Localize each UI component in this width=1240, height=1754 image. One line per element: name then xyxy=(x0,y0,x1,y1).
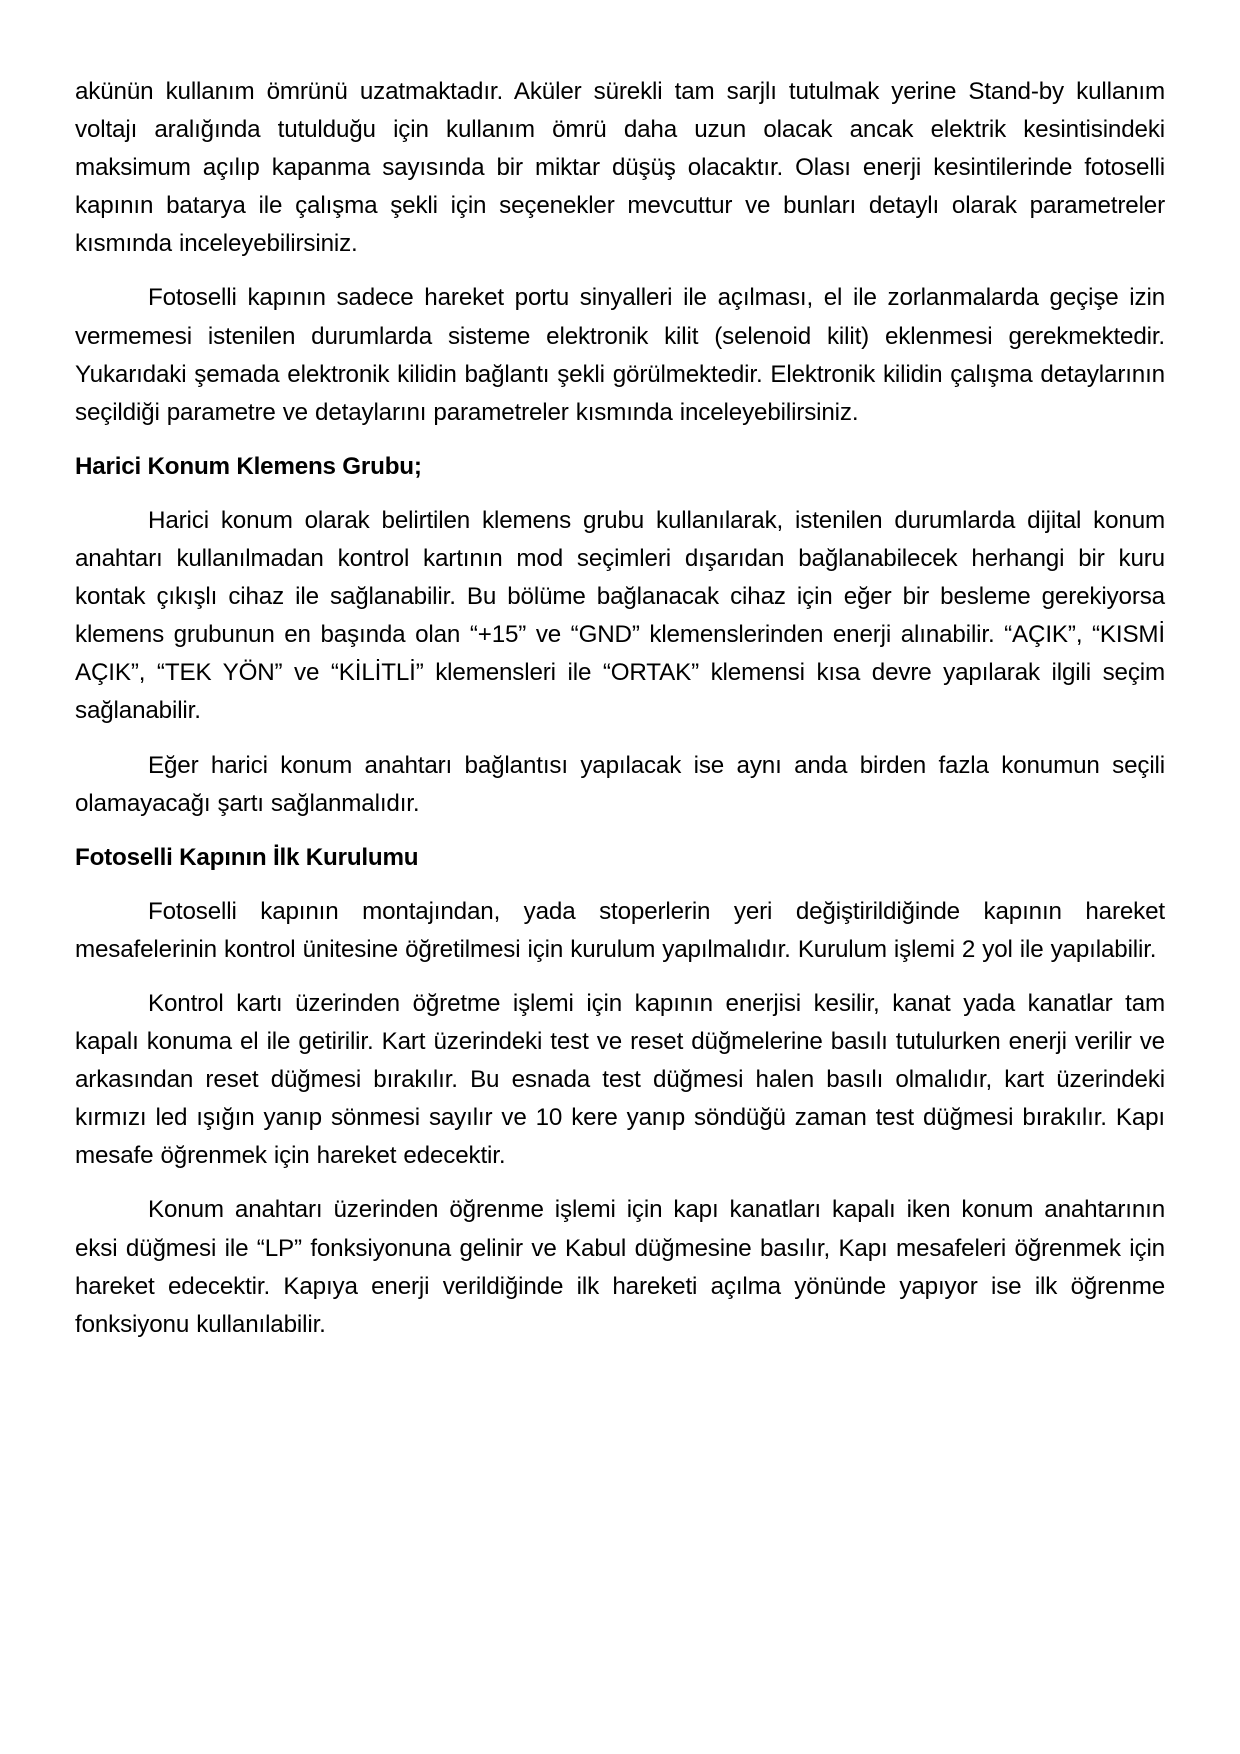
paragraph-setup-intro: Fotoselli kapının montajından, yada stoperlerin yeri değiştirildiğinde kapının hareket mesafelerinin kontrol ünitesine öğretilmesi için kurulum yapılmalıdır. Kurulum işlemi 2 yol ile yapılabilir. xyxy=(75,897,1165,963)
paragraph-electronic-lock: Fotoselli kapının sadece hareket portu sinyalleri ile açılması, el ile zorlanmalarda geçişe izin vermemesi istenilen durumlarda sisteme elektronik kilit (selenoid kilit) eklenmesi gerekmektedir. Yukarıdaki şemada elektronik kilidin bağlantı şekli görülmektedir. Elektronik kilidin çalışma detaylarının seçildiği parametre ve detaylarını parametreler kısmında inceleyebilirsiniz. xyxy=(75,284,1165,426)
paragraph-position-switch-teaching: Konum anahtarı üzerinden öğrenme işlemi için kapı kanatları kapalı iken konum anahtarının eksi düğmesi ile “LP” fonksiyonuna gelinir ve Kabul düğmesine basılır, Kapı mesafeleri öğrenmek için hareket edecektir. Kapıya enerji verildiğinde ilk hareketi açılma yönünde yapıyor ise ilk öğrenme fonksiyonu kullanılabilir. xyxy=(75,1196,1165,1338)
heading-initial-setup: Fotoselli Kapının İlk Kurulumu xyxy=(75,843,419,871)
document-page xyxy=(75,73,1165,1360)
heading-external-terminal-group: Harici Konum Klemens Grubu; xyxy=(75,452,422,480)
paragraph-external-terminal-usage: Harici konum olarak belirtilen klemens grubu kullanılarak, istenilen durumlarda dijital konum anahtarı kullanılmadan kontrol kartının mod seçimleri dışarıdan bağlanabilecek herhangi bir kuru kontak çıkışlı cihaz ile sağlanabilir. Bu bölüme bağlanacak cihaz için eğer bir besleme gerekiyorsa klemens grubunun en başında olan “+15” ve “GND” klemenslerinden enerji alınabilir. “AÇIK”, “KISMİ AÇIK”, “TEK YÖN” ve “KİLİTLİ” klemensleri ile “ORTAK” klemensi kısa devre yapılarak ilgili seçim sağlanabilir. xyxy=(75,506,1165,725)
paragraph-control-card-teaching: Kontrol kartı üzerinden öğretme işlemi için kapının enerjisi kesilir, kanat yada kanatlar tam kapalı konuma el ile getirilir. Kart üzerindeki test ve reset düğmelerine basılı tutulurken enerji verilir ve arkasından reset düğmesi bırakılır. Bu esnada test düğmesi halen basılı olmalıdır, kart üzerindeki kırmızı led ışığın yanıp sönmesi sayılır ve 10 kere yanıp söndüğü zaman test düğmesi bırakılır. Kapı mesafe öğrenmek için hareket edecektir. xyxy=(75,989,1165,1170)
paragraph-battery-life: akünün kullanım ömrünü uzatmaktadır. Aküler sürekli tam sarjlı tutulmak yerine Stand-by kullanım voltajı aralığında tutulduğu için kullanım ömrü daha uzun olacak ancak elektrik kesintisindeki maksimum açılıp kapanma sayısında bir miktar düşüş olacaktır. Olası enerji kesintilerinde fotoselli kapının batarya ile çalışma şekli için seçenekler mevcuttur ve bunları detaylı olarak parametreler kısmında inceleyebilirsiniz. xyxy=(75,78,1165,258)
paragraph-single-position-rule: Eğer harici konum anahtarı bağlantısı yapılacak ise aynı anda birden fazla konumun seçili olamayacağı şartı sağlanmalıdır. xyxy=(75,751,1165,817)
